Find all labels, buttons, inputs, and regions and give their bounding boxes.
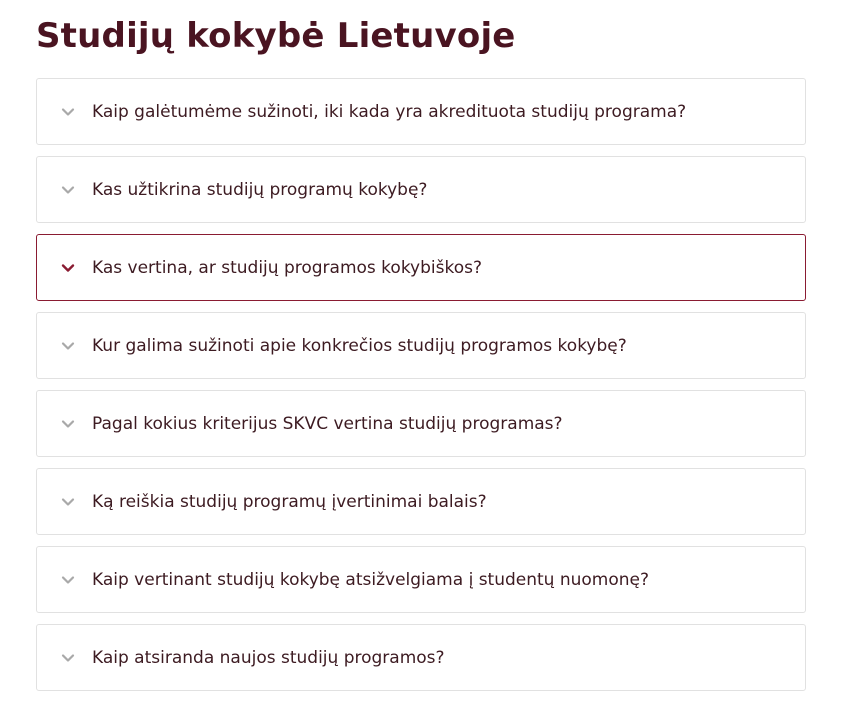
faq-question: Kas vertina, ar studijų programos kokybiškos? bbox=[92, 257, 483, 278]
faq-question: Kaip atsiranda naujos studijų programos? bbox=[92, 647, 445, 668]
faq-question: Kaip galėtumėme sužinoti, iki kada yra akredituota studijų programa? bbox=[92, 101, 687, 122]
faq-item-2[interactable] bbox=[36, 156, 806, 223]
faq-item-6[interactable] bbox=[36, 468, 806, 535]
chevron-down-icon bbox=[61, 183, 75, 197]
chevron-down-icon bbox=[61, 105, 75, 119]
chevron-down-icon bbox=[61, 417, 75, 431]
chevron-down-icon bbox=[61, 495, 75, 509]
faq-item-7[interactable] bbox=[36, 546, 806, 613]
faq-question: Kur galima sužinoti apie konkrečios studijų programos kokybę? bbox=[92, 335, 627, 356]
faq-question: Kas užtikrina studijų programų kokybę? bbox=[92, 179, 428, 200]
faq-item-8[interactable] bbox=[36, 624, 806, 691]
chevron-down-icon bbox=[61, 651, 75, 665]
faq-item-1[interactable] bbox=[36, 78, 806, 145]
chevron-down-icon bbox=[61, 573, 75, 587]
faq-item-5[interactable] bbox=[36, 390, 806, 457]
chevron-down-icon bbox=[61, 261, 75, 275]
page-title: Studijų kokybė Lietuvoje bbox=[36, 16, 516, 56]
faq-question: Pagal kokius kriterijus SKVC vertina studijų programas? bbox=[92, 413, 563, 434]
faq-item-4[interactable] bbox=[36, 312, 806, 379]
faq-item-3[interactable] bbox=[36, 234, 806, 301]
chevron-down-icon bbox=[61, 339, 75, 353]
faq-accordion bbox=[36, 78, 806, 702]
faq-question: Ką reiškia studijų programų įvertinimai balais? bbox=[92, 491, 487, 512]
faq-question: Kaip vertinant studijų kokybę atsižvelgiama į studentų nuomonę? bbox=[92, 569, 650, 590]
